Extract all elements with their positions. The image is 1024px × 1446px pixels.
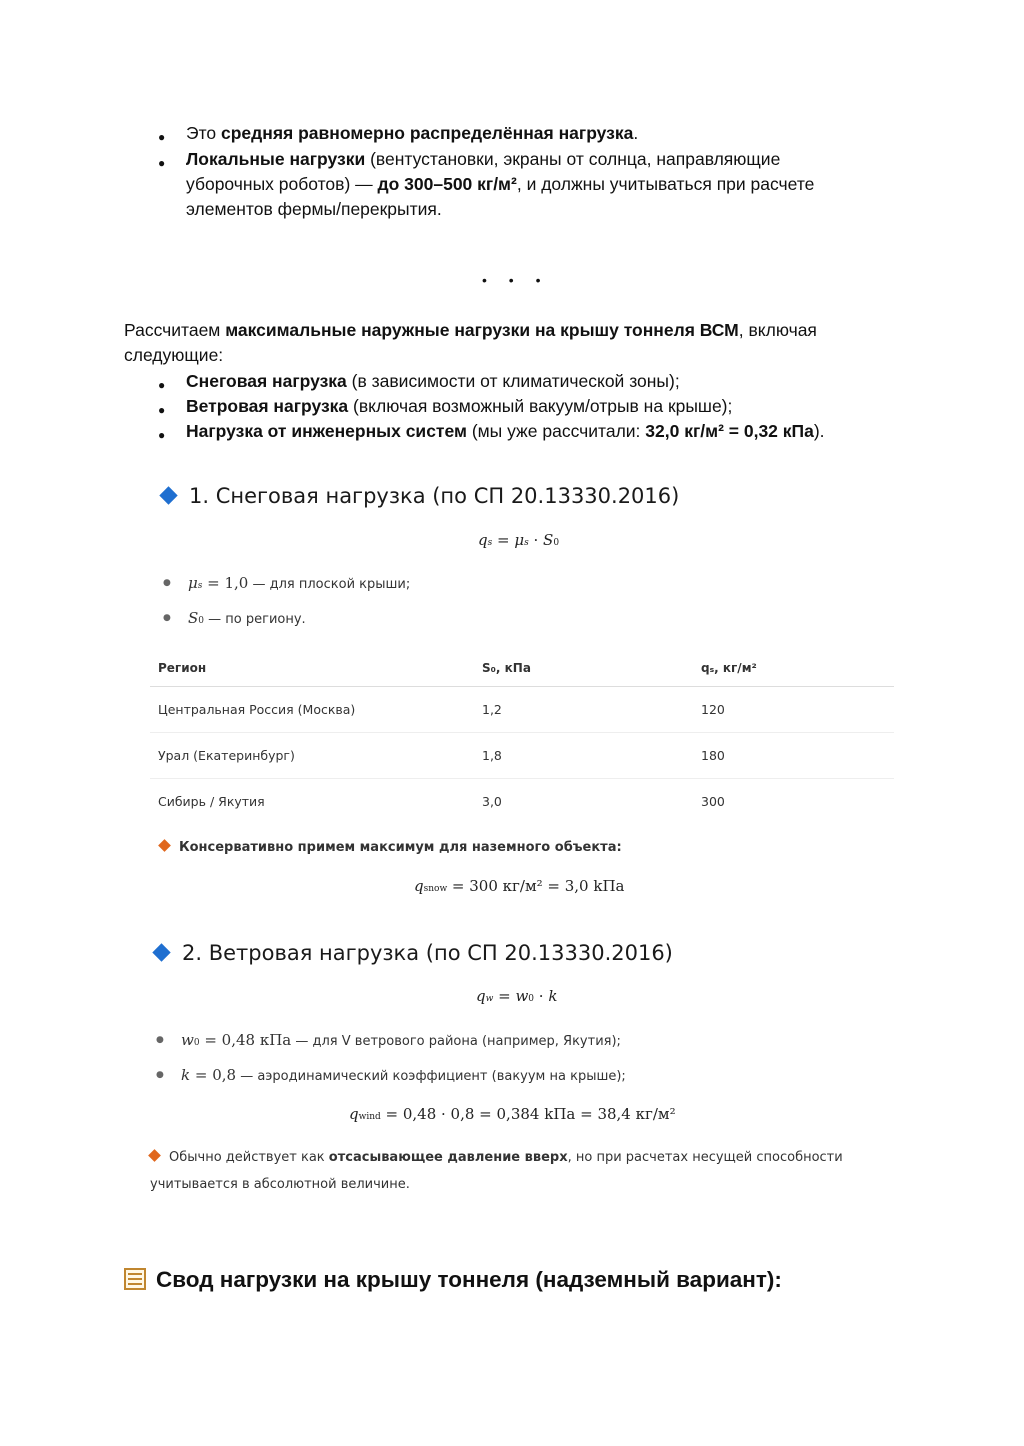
- table-cell: 300: [701, 794, 725, 809]
- table-cell: 120: [693, 687, 894, 733]
- wind-heading: 2. Ветровая нагрузка (по СП 20.13330.2016): [155, 941, 673, 965]
- bullet-dot: ●: [158, 130, 166, 144]
- top-bullet-1: Это средняя равномерно распределённая нагрузка.: [186, 123, 639, 143]
- table-header: qₛ, кг/м²: [693, 650, 894, 687]
- top-bullet-2: Локальные нагрузки (вентустановки, экраны от солнца, направляющие уборочных роботов) — до 300–500 кг/м², и должны учитываться при расчете элементов фермы/перекрытия.: [186, 149, 815, 219]
- snow-formula: qs = μs · S0: [478, 531, 560, 549]
- table-cell: 1,2: [474, 687, 693, 733]
- wind-bullet-w0: w0 = 0,48 кПа — для V ветрового района (например, Якутия);: [181, 1031, 621, 1049]
- bullet-dot: ●: [158, 378, 166, 392]
- table-cell: 180: [693, 733, 894, 779]
- abacus-icon: [124, 1268, 146, 1290]
- table-row: [150, 733, 894, 779]
- table-cell: Центральная Россия (Москва): [150, 687, 474, 733]
- bullet-dot: ●: [156, 1070, 164, 1080]
- bullet-dot: ●: [163, 613, 171, 623]
- snow-region-table: [150, 650, 894, 824]
- blue-diamond-icon: [152, 943, 170, 961]
- bullet-dot: ●: [158, 156, 166, 170]
- wind-result-formula: qwind = 0,48 · 0,8 = 0,384 kПа = 38,4 кг/м²: [349, 1105, 676, 1123]
- table-cell: 3,0: [482, 794, 502, 809]
- bullet-dot: ●: [158, 403, 166, 417]
- bullet-dot: ●: [158, 428, 166, 442]
- table-cell: 1,8: [474, 733, 693, 779]
- wind-bullet-k: k = 0,8 — аэродинамический коэффициент (вакуум на крыше);: [181, 1066, 626, 1084]
- orange-diamond-icon: [148, 1149, 161, 1162]
- bullet-dot: ●: [163, 578, 171, 588]
- intro-bullet-snow: Снеговая нагрузка (в зависимости от климатической зоны);: [186, 371, 680, 391]
- intro-paragraph: Рассчитаем максимальные наружные нагрузки на крышу тоннеля ВСМ, включая следующие:: [124, 320, 817, 365]
- snow-result-formula: qsnow = 300 кг/м² = 3,0 kПа: [414, 877, 625, 895]
- blue-diamond-icon: [159, 486, 177, 504]
- bullet-dot: ●: [156, 1035, 164, 1045]
- intro-bullet-systems: Нагрузка от инженерных систем (мы уже рассчитали: 32,0 кг/м² = 0,32 кПа).: [186, 421, 825, 441]
- summary-heading: Свод нагрузки на крышу тоннеля (надземный вариант):: [124, 1265, 782, 1293]
- snow-note: Консервативно примем максимум для наземного объекта:: [160, 834, 622, 861]
- wind-note: Обычно действует как отсасывающее давление вверх, но при расчетах несущей способности учитывается в абсолютной величине.: [150, 1150, 843, 1192]
- table-row: [150, 687, 894, 733]
- snow-bullet-s0: S0 — по региону.: [188, 609, 306, 627]
- snow-heading: 1. Снеговая нагрузка (по СП 20.13330.2016): [162, 484, 679, 508]
- table-cell: Сибирь / Якутия: [158, 794, 265, 809]
- intro-bullet-wind: Ветровая нагрузка (включая возможный вакуум/отрыв на крыше);: [186, 396, 733, 416]
- table-cell: Урал (Екатеринбург): [150, 733, 474, 779]
- wind-formula: qw = w0 · k: [476, 987, 558, 1005]
- table-header: Регион: [150, 650, 474, 687]
- section-separator: • • •: [482, 272, 550, 288]
- snow-bullet-mu: μs = 1,0 — для плоской крыши;: [188, 574, 411, 592]
- table-row: [150, 779, 894, 825]
- table-header-row: [150, 650, 894, 687]
- table-header: S₀, кПа: [474, 650, 693, 687]
- orange-diamond-icon: [158, 839, 171, 852]
